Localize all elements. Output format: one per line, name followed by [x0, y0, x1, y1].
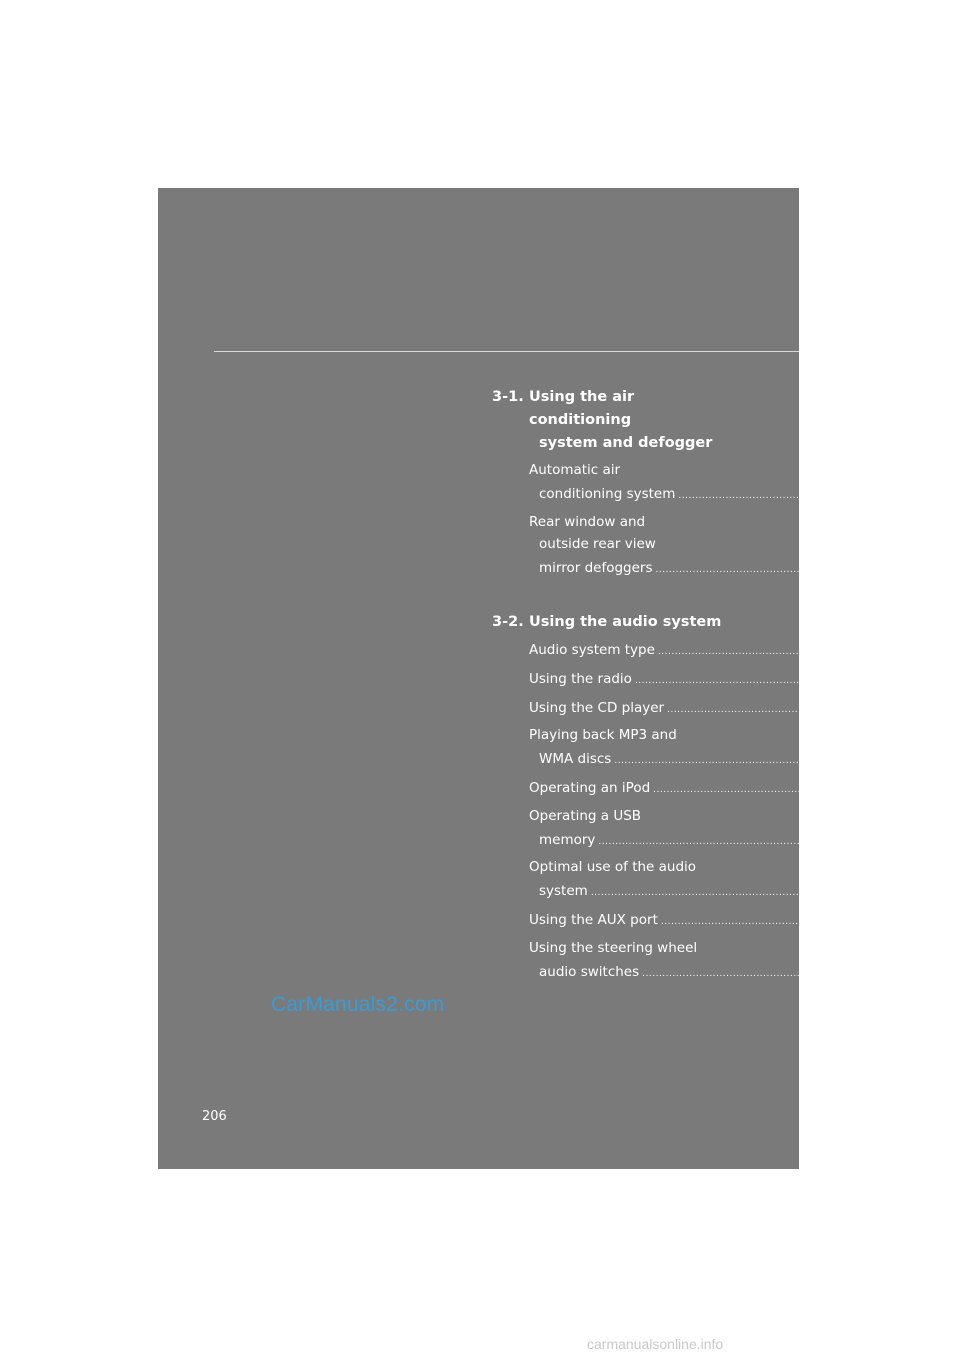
toc-entry[interactable] [529, 856, 838, 905]
leader-dots: ................................................................ [667, 704, 883, 715]
entry-page: 219 [853, 668, 882, 687]
leader-dots: ................................................................ [678, 490, 894, 501]
table-of-contents [492, 386, 926, 988]
page-number: 206 [202, 1109, 227, 1124]
entry-page: 208 [896, 483, 926, 502]
section-entries [492, 459, 926, 582]
entry-page: 226 [885, 697, 914, 716]
section-title-line1: Using the air conditioning [529, 389, 635, 428]
entry-text: memory [539, 831, 596, 848]
entry-text: Automatic air [529, 462, 621, 478]
entry-page: 258 [878, 909, 908, 928]
toc-entry[interactable] [529, 776, 900, 802]
section-title [492, 611, 740, 634]
leader-dots: ................................................................ [642, 968, 858, 979]
manual-page [158, 188, 926, 1169]
entry-page: 216 [876, 639, 905, 658]
entry-page: 256 [808, 881, 838, 900]
section-title [492, 386, 740, 455]
leader-dots: ................................................................ [657, 646, 874, 657]
toc-entry[interactable] [529, 724, 862, 773]
entry-text: Rear window and [529, 513, 646, 530]
entry-text: audio switches [539, 963, 640, 980]
entry-text: Using the steering wheel [529, 939, 698, 956]
leader-dots: ................................................................ [614, 756, 830, 767]
toc-entry[interactable] [529, 696, 914, 722]
entry-text: outside rear view [539, 536, 656, 553]
entry-text: conditioning system [539, 485, 676, 502]
watermark-link[interactable]: CarManuals2.com [271, 993, 445, 1016]
leader-dots: ................................................................ [598, 836, 814, 847]
entry-page: 247 [816, 829, 846, 848]
entry-text: Operating a USB [529, 807, 642, 824]
section-number: 3-1. [492, 389, 524, 405]
toc-entry[interactable] [529, 638, 905, 664]
leader-dots: ................................................................ [590, 888, 806, 899]
entry-text: mirror defoggers [539, 560, 653, 577]
entry-text: Using the CD player [529, 699, 665, 716]
entry-page: 233 [832, 749, 862, 768]
toc-entry[interactable] [529, 937, 889, 986]
leader-dots: ................................................................ [660, 916, 876, 927]
entry-text: Audio system type [529, 641, 655, 658]
leader-dots: ................................................................ [634, 675, 851, 686]
entry-page: 215 [873, 558, 903, 577]
entry-text: system [539, 883, 588, 900]
entry-text: Using the radio [529, 670, 632, 687]
toc-entry[interactable] [529, 511, 903, 582]
section-number: 3-2. [492, 613, 524, 630]
section-entries [492, 638, 914, 985]
entry-text: Using the AUX port [529, 911, 658, 928]
section-title-line2: system and defogger [539, 435, 713, 451]
section-title-line1: Using the audio system [529, 613, 722, 630]
toc-entry[interactable] [529, 459, 926, 508]
footer-watermark: carmanualsonline.info [587, 1336, 724, 1352]
entry-text: Playing back MP3 and [529, 727, 677, 744]
leader-dots: ................................................................ [655, 565, 871, 576]
header-rule [214, 351, 799, 352]
entry-text: Operating an iPod [529, 779, 651, 796]
entry-text: Optimal use of the audio [529, 859, 697, 876]
toc-entry[interactable] [529, 805, 846, 854]
entry-text: WMA discs [539, 751, 612, 768]
toc-entry[interactable] [529, 908, 908, 934]
entry-page: 240 [871, 777, 900, 796]
entry-page: 259 [860, 961, 889, 980]
leader-dots: ................................................................ [653, 784, 869, 795]
toc-entry[interactable] [529, 667, 882, 693]
